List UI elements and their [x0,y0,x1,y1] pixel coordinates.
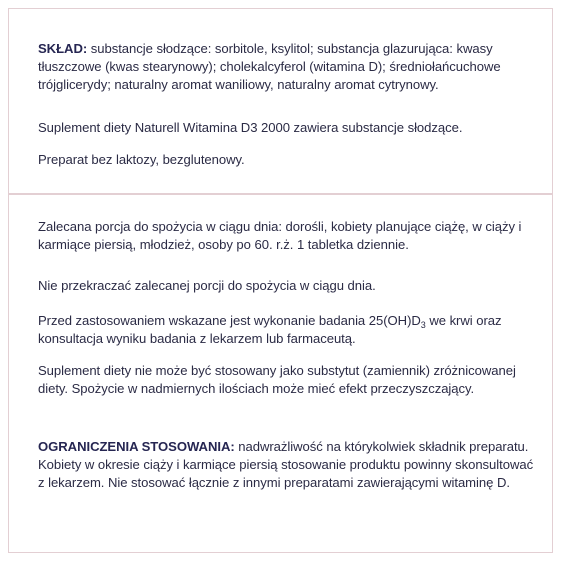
test-note-after: we krwi oraz konsultacja wyniku badania z lekarzem lub farmaceutą. [38,313,502,346]
sweeteners-note: Suplement diety Naturell Witamina D3 2000 zawiera substancje słodzące. [38,120,463,135]
composition-heading: SKŁAD: [38,41,88,56]
test-note-subscript: 3 [420,320,426,330]
composition-text: substancje słodzące: sorbitole, ksylitol; substancja glazurująca: kwasy tłuszczowe (kwas stearynowy); cholekalcyferol (witamina D); średniołańcuchowe trójglicerydy; naturalny aromat waniliowy, naturalny aromat cytrynowy. [38,41,501,92]
composition-paragraph [38,40,541,94]
recommended-portion: Zalecana porcja do spożycia w ciągu dnia: dorośli, kobiety planujące ciążę, w ciąży i karmiące piersią, młodzież, osoby po 60. r.ż. 1 tabletka dziennie. [38,219,522,252]
restrictions-paragraph [38,438,541,492]
test-note-before: Przed zastosowaniem wskazane jest wykonanie badania 25(OH)D [38,313,421,328]
free-from-note: Preparat bez laktozy, bezglutenowy. [38,152,245,167]
restrictions-text: nadwrażliwość na którykolwiek składnik preparatu. Kobiety w okresie ciąży i karmiące piersią stosowanie produktu powinny skonsultować z lekarzem. Nie stosować łącznie z innymi preparatami zawierającymi witaminę D. [38,439,534,490]
substitute-note: Suplement diety nie może być stosowany jako substytut (zamiennik) zróżnicowanej diety. Spożycie w nadmiernych ilościach może mieć efekt przeczyszczający. [38,363,516,396]
restrictions-heading: OGRANICZENIA STOSOWANIA: [38,439,235,454]
do-not-exceed-note: Nie przekraczać zalecanej porcji do spożycia w ciągu dnia. [38,278,376,293]
test-note [38,312,541,348]
